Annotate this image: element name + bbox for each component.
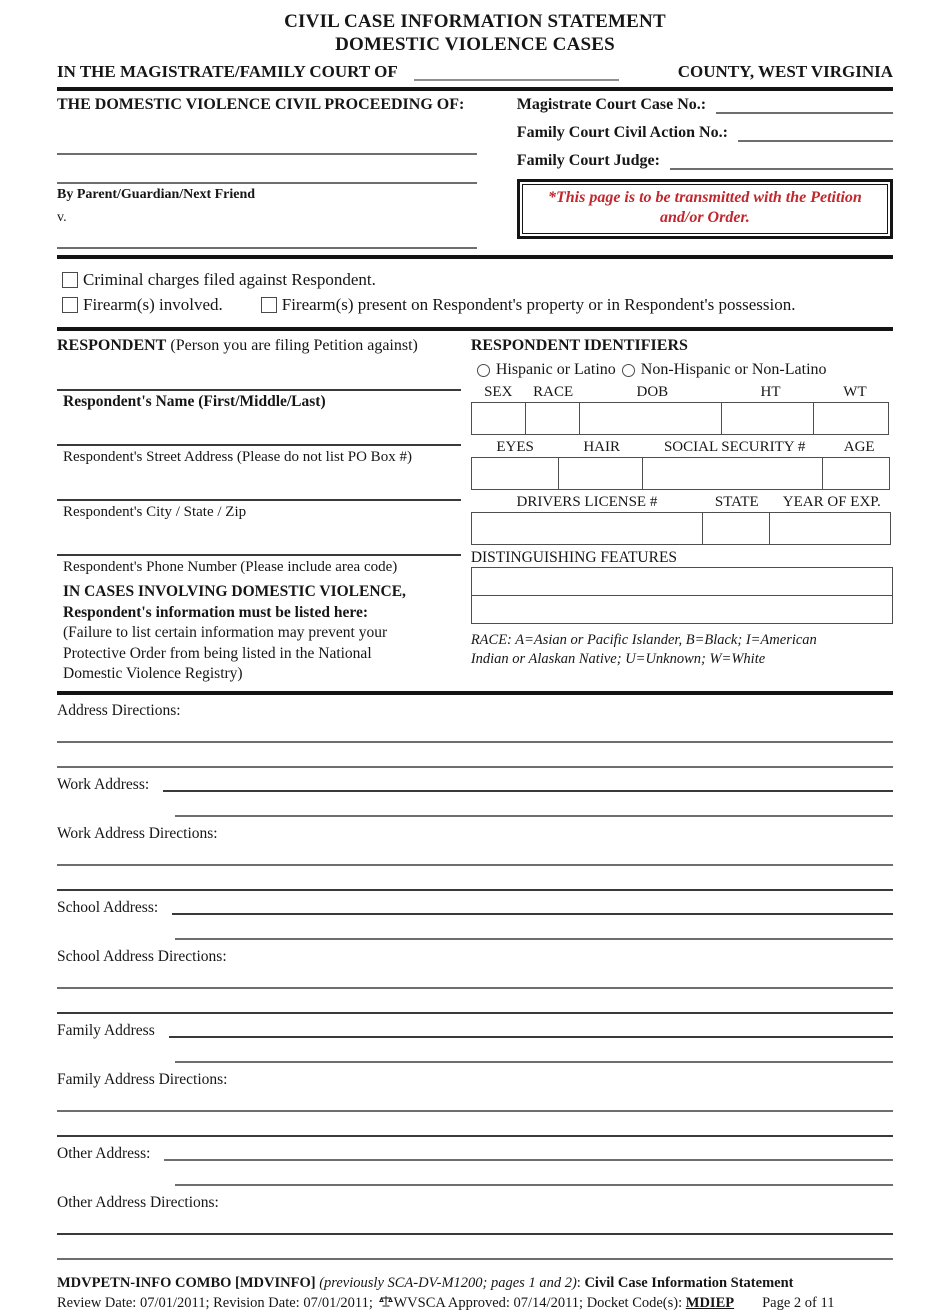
eyes-field[interactable] — [471, 457, 560, 490]
address-directions-field-2[interactable] — [57, 766, 893, 768]
respondent-phone-field-block — [57, 554, 461, 576]
form-code: MDVPETN-INFO COMBO [MDVINFO] — [57, 1274, 320, 1291]
respondent-name-field-block — [57, 389, 461, 411]
dv-note-bold-line1: IN CASES INVOLVING DOMESTIC VIOLENCE, — [63, 583, 406, 600]
work-address-block — [57, 775, 893, 817]
firearms-present-label: Firearm(s) present on Respondent's property or in Respondent's possession. — [281, 295, 796, 314]
family-civil-action-no-label: Family Court Civil Action No.: — [516, 124, 728, 141]
magistrate-case-no-field[interactable] — [716, 112, 893, 114]
criminal-charges-checkbox[interactable] — [62, 272, 78, 288]
sex-header: SEX — [484, 384, 513, 400]
dv-information-note — [57, 581, 461, 685]
ht-field[interactable] — [721, 402, 814, 435]
respondent-section — [57, 331, 893, 691]
identifiers-table-2 — [471, 438, 893, 490]
magistrate-case-no-label: Magistrate Court Case No.: — [516, 96, 707, 113]
transmittal-notice-line1: *This page is to be transmitted with the Petition — [547, 189, 862, 206]
registry-note-line2: Protective Order from being listed in the National — [63, 644, 372, 662]
other-address-field-2[interactable] — [175, 1184, 893, 1186]
work-address-directions-label: Work Address Directions: — [57, 824, 218, 842]
school-address-directions-field-2[interactable] — [57, 1012, 893, 1014]
respondent-heading-rest: (Person you are filing Petition against) — [166, 337, 418, 354]
work-address-field-1[interactable] — [163, 790, 893, 792]
form-code-previous: (previously SCA-DV-M1200; pages 1 and 2) — [319, 1274, 577, 1291]
identifiers-table-1 — [471, 383, 893, 435]
race-legend-line1: RACE: A=Asian or Pacific Islander, B=Black; I=American — [470, 632, 817, 648]
work-address-field-2[interactable] — [175, 815, 893, 817]
other-address-block — [57, 1144, 893, 1186]
court-line-suffix: COUNTY, WEST VIRGINIA — [677, 62, 893, 81]
respondent-street-field-block — [57, 444, 461, 466]
versus-label: v. — [57, 210, 67, 225]
transmittal-notice-line2: and/or Order. — [659, 209, 750, 226]
work-address-directions-block — [57, 824, 893, 891]
court-line-prefix: IN THE MAGISTRATE/FAMILY COURT OF — [57, 62, 398, 81]
addresses-section — [57, 695, 893, 1260]
hair-header: HAIR — [583, 439, 620, 455]
distinguishing-features-field-2[interactable] — [471, 595, 893, 624]
school-address-field-2[interactable] — [175, 938, 893, 940]
work-address-label: Work Address: — [57, 775, 150, 793]
other-address-label: Other Address: — [57, 1144, 151, 1162]
docket-code: MDIEP — [685, 1294, 735, 1311]
address-directions-block — [57, 701, 893, 768]
race-header: RACE — [533, 384, 574, 400]
firearms-involved-label: Firearm(s) involved. — [83, 295, 223, 314]
registry-note-line1: (Failure to list certain information may prevent your — [63, 624, 388, 641]
school-address-label: School Address: — [57, 898, 159, 916]
respondent-name-line[interactable] — [57, 247, 477, 249]
ethnicity-options — [471, 360, 893, 380]
race-legend — [471, 631, 893, 669]
identifiers-table-3 — [471, 493, 893, 545]
hispanic-label: Hispanic or Latino — [495, 361, 616, 378]
respondent-city-label: Respondent's City / State / Zip — [63, 504, 247, 520]
race-field[interactable] — [525, 402, 580, 435]
county-name-field[interactable] — [414, 65, 619, 81]
family-address-block — [57, 1021, 893, 1063]
address-directions-field-1[interactable] — [57, 741, 893, 743]
age-header: AGE — [843, 439, 875, 455]
footer-colon: : — [576, 1274, 585, 1291]
family-court-judge-field[interactable] — [670, 168, 893, 170]
other-address-directions-field-2[interactable] — [57, 1258, 893, 1260]
respondent-heading-bold: RESPONDENT — [57, 337, 167, 354]
family-address-directions-field-2[interactable] — [57, 1135, 893, 1137]
form-footer — [57, 1273, 893, 1313]
respondent-city-field-block — [57, 499, 461, 521]
family-civil-action-no-row — [517, 123, 893, 143]
identifiers-heading: RESPONDENT IDENTIFIERS — [470, 337, 688, 354]
other-address-directions-block — [57, 1193, 893, 1260]
by-parent-label: By Parent/Guardian/Next Friend — [57, 187, 256, 202]
year-exp-field[interactable] — [769, 512, 891, 545]
family-address-directions-label: Family Address Directions: — [57, 1070, 228, 1088]
address-directions-label: Address Directions: — [57, 701, 181, 719]
footer-line2 — [57, 1293, 893, 1313]
distinguishing-features-field-1[interactable] — [471, 567, 893, 596]
ht-header: HT — [760, 384, 781, 400]
magistrate-case-no-row — [517, 95, 893, 115]
scales-of-justice-icon — [379, 1294, 393, 1309]
registry-note-line3: Domestic Violence Registry) — [63, 665, 243, 682]
wt-header: WT — [843, 384, 867, 400]
year-exp-header: YEAR OF EXP. — [782, 494, 881, 510]
dob-header: DOB — [636, 384, 669, 400]
respondent-street-label: Respondent's Street Address (Please do not list PO Box #) — [63, 449, 412, 465]
school-address-directions-block — [57, 947, 893, 1014]
work-address-directions-field-2[interactable] — [57, 889, 893, 891]
family-address-field-1[interactable] — [169, 1036, 893, 1038]
firearms-present-checkbox[interactable] — [261, 297, 277, 313]
drivers-license-field[interactable] — [471, 512, 703, 545]
school-address-field-1[interactable] — [172, 913, 893, 915]
other-address-directions-label: Other Address Directions: — [57, 1193, 219, 1211]
footer-line1 — [57, 1273, 893, 1293]
state-header: STATE — [714, 494, 759, 510]
firearms-involved-checkbox[interactable] — [62, 297, 78, 313]
distinguishing-features-label: DISTINGUISHING FEATURES — [470, 549, 678, 566]
age-field[interactable] — [822, 457, 890, 490]
respondent-heading — [57, 336, 461, 356]
school-address-block — [57, 898, 893, 940]
proceeding-heading: THE DOMESTIC VIOLENCE CIVIL PROCEEDING OF: — [57, 96, 465, 113]
respondent-name-label: Respondent's Name (First/Middle/Last) — [63, 393, 326, 410]
review-revision-dates: Review Date: 07/01/2011; Revision Date: 07/01/2011; — [57, 1294, 377, 1311]
respondent-phone-label: Respondent's Phone Number (Please include area code) — [63, 559, 398, 575]
eyes-header: EYES — [496, 439, 534, 455]
non-hispanic-radio[interactable] — [622, 364, 635, 377]
page-number: Page 2 of 11 — [762, 1294, 835, 1311]
form-title-line2: DOMESTIC VIOLENCE CASES — [335, 34, 615, 55]
school-address-directions-field-1[interactable] — [57, 987, 893, 989]
ssn-field[interactable] — [642, 457, 824, 490]
petitioner-name-field-2[interactable] — [57, 182, 477, 184]
work-address-directions-field-1[interactable] — [57, 864, 893, 866]
criminal-charges-label: Criminal charges filed against Respondent. — [83, 270, 376, 289]
dob-field[interactable] — [579, 402, 723, 435]
family-address-directions-block — [57, 1070, 893, 1137]
court-line — [57, 62, 893, 87]
form-title-line1: CIVIL CASE INFORMATION STATEMENT — [284, 11, 666, 32]
family-court-judge-row — [517, 151, 893, 171]
family-address-label: Family Address — [57, 1021, 155, 1039]
family-court-judge-label: Family Court Judge: — [516, 152, 660, 169]
form-title-footer: Civil Case Information Statement — [584, 1274, 794, 1291]
petitioner-name-field[interactable] — [57, 153, 477, 155]
proceeding-section — [57, 91, 893, 255]
state-field[interactable] — [702, 512, 770, 545]
hair-field[interactable] — [558, 457, 642, 490]
family-civil-action-no-field[interactable] — [738, 140, 893, 142]
family-address-directions-field-1[interactable] — [57, 1110, 893, 1112]
race-legend-line2: Indian or Alaskan Native; U=Unknown; W=White — [470, 651, 766, 667]
family-address-field-2[interactable] — [175, 1061, 893, 1063]
ssn-header: SOCIAL SECURITY # — [663, 439, 806, 455]
non-hispanic-label: Non-Hispanic or Non-Latino — [640, 361, 827, 378]
school-address-directions-label: School Address Directions: — [57, 947, 227, 965]
drivers-license-header: DRIVERS LICENSE # — [516, 494, 658, 510]
wt-field[interactable] — [813, 402, 889, 435]
dv-note-bold-line2: Respondent's information must be listed here: — [63, 604, 368, 621]
hispanic-radio[interactable] — [477, 364, 490, 377]
approval-docket-text: WVSCA Approved: 07/14/2011; Docket Code(s): — [393, 1294, 686, 1311]
other-address-field-1[interactable] — [164, 1159, 893, 1161]
charges-section — [57, 259, 893, 327]
transmittal-notice-box — [517, 179, 893, 239]
other-address-directions-field-1[interactable] — [57, 1233, 893, 1235]
sex-field[interactable] — [471, 402, 526, 435]
